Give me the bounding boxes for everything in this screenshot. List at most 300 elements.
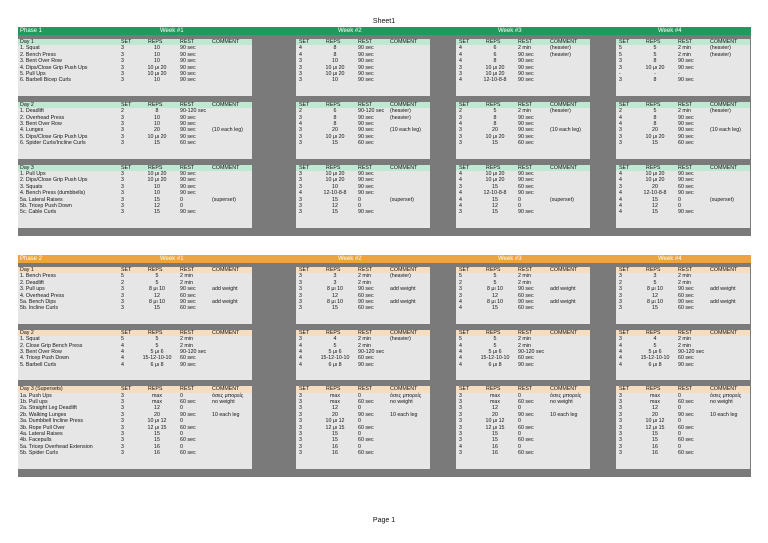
set-cell: 3 (299, 71, 302, 77)
exercise-name: 2a. Straight Leg Deadlift (20, 405, 77, 412)
exercise-name: 4b. Facepulls (20, 437, 52, 444)
data-row (296, 209, 430, 215)
set-cell: 3 (619, 58, 622, 65)
set-cell: 4 (299, 348, 302, 355)
reps-cell: 15 (154, 430, 160, 437)
comment-cell: όσες μπορείς (212, 392, 244, 399)
rest-cell: 0 (678, 430, 681, 437)
rest-cell: 90 sec (518, 77, 534, 84)
set-cell: 3 (619, 411, 622, 418)
column-header: COMMENT (710, 329, 738, 336)
set-cell: 5 (121, 273, 124, 280)
reps-cell: 15 (154, 305, 160, 312)
rest-cell: 0 (518, 196, 521, 203)
comment-cell: (superset) (390, 196, 414, 203)
week-block (616, 386, 750, 468)
set-cell: 4 (619, 196, 622, 203)
rest-cell: 60 sec (358, 292, 374, 299)
rest-cell: 2 min (678, 108, 691, 115)
data-row (296, 362, 430, 368)
column-header: REST (678, 101, 693, 108)
reps-cell: 5 (653, 342, 657, 349)
reps-cell: 8 (653, 77, 657, 84)
comment-cell: 10 each leg (710, 411, 738, 418)
set-cell: 3 (299, 299, 302, 305)
reps-cell: 10 μι 20 (325, 133, 345, 140)
set-cell: 3 (619, 437, 622, 444)
rest-cell: 60 sec (358, 355, 374, 362)
rest-cell: 90 sec (358, 114, 374, 121)
column-header: SET (619, 267, 630, 273)
reps-cell: 12 (652, 405, 658, 412)
set-cell: 3 (121, 398, 124, 405)
day-names (18, 386, 116, 468)
rest-cell: 90 sec (180, 177, 196, 184)
set-cell: 3 (299, 133, 302, 140)
rest-cell: 0 (518, 443, 521, 450)
column-header: SET (299, 39, 310, 45)
rest-cell: 60 sec (678, 183, 694, 190)
reps-cell: 15 (492, 430, 498, 437)
column-header: SET (299, 329, 310, 336)
week-label: Week #4 (658, 28, 682, 34)
column-header: REPS (326, 164, 341, 171)
day-names (18, 330, 116, 380)
reps-cell: 8 (333, 51, 337, 58)
reps-cell: 15 (154, 196, 160, 203)
exercise-row (18, 77, 116, 83)
reps-cell: 12-10-8-8 (323, 190, 347, 197)
data-row (456, 77, 590, 83)
data-row (296, 140, 430, 146)
comment-cell: (heavier) (390, 273, 411, 280)
week-block (616, 165, 750, 228)
rest-cell: 2 min (518, 342, 531, 349)
reps-cell: 15 (332, 209, 338, 216)
column-header: SET (619, 386, 630, 393)
set-cell: 4 (619, 190, 622, 197)
reps-cell: 12 μι 15 (325, 424, 345, 431)
rest-cell: 60 sec (678, 292, 694, 299)
set-cell: 3 (619, 418, 622, 425)
reps-cell: 5 (493, 336, 497, 343)
set-cell: 3 (299, 183, 302, 190)
column-header: REPS (326, 101, 341, 108)
reps-cell: 8 μι 10 (646, 299, 663, 305)
set-cell: 2 (619, 279, 622, 286)
set-cell: 3 (299, 177, 302, 184)
set-cell: 5 (619, 51, 622, 58)
rest-cell: 90 sec (358, 411, 374, 418)
reps-cell: 16 (652, 443, 658, 450)
rest-cell: 90 sec (678, 58, 694, 65)
set-cell: 3 (619, 450, 622, 457)
reps-cell: 15-12-10-10 (142, 355, 172, 362)
reps-cell: 10 (154, 51, 160, 58)
exercise-row (18, 140, 116, 146)
set-cell: 3 (121, 58, 124, 65)
set-cell: 3 (121, 392, 124, 399)
column-header: COMMENT (710, 164, 738, 171)
column-header: REPS (148, 329, 163, 336)
day-names (18, 39, 116, 96)
reps-cell: 16 (332, 443, 338, 450)
week-label: Week #2 (338, 28, 362, 34)
rest-cell: 2 min (358, 273, 371, 280)
column-header: REPS (486, 39, 501, 45)
comment-cell: (superset) (212, 196, 236, 203)
reps-cell: 15 (332, 437, 338, 444)
rest-cell: 2 min (518, 279, 531, 286)
set-cell: 3 (121, 77, 124, 84)
rest-cell: 2 min (358, 342, 371, 349)
column-header: REST (678, 386, 693, 393)
rest-cell: 0 (180, 418, 183, 425)
reps-cell: 10 (332, 58, 338, 65)
rest-cell: 0 (518, 392, 521, 399)
exercise-name: 6. Spider Curls/Incline Curls (20, 140, 86, 147)
set-cell: 4 (459, 305, 462, 312)
set-cell: 3 (299, 405, 302, 412)
rest-cell: 90 sec (358, 190, 374, 197)
rest-cell: 90-120 sec (358, 348, 385, 355)
data-row (116, 450, 252, 456)
rest-cell: 60 sec (518, 437, 534, 444)
day-names (18, 267, 116, 324)
column-header: REPS (646, 164, 661, 171)
exercise-row (18, 450, 116, 456)
day-title: Day 3 (Supersets) (20, 386, 63, 393)
column-header: REPS (646, 39, 661, 45)
reps-cell: 10 (154, 183, 160, 190)
reps-cell: 15 (154, 209, 160, 216)
reps-cell: 12 (154, 405, 160, 412)
set-cell: 3 (619, 140, 622, 147)
exercise-name: 5b. Incline Curls (20, 305, 58, 312)
set-cell: 3 (121, 418, 124, 425)
rest-cell: 60 sec (180, 355, 196, 362)
column-header: SET (299, 101, 310, 108)
rest-cell: 90 sec (678, 77, 694, 84)
column-header: REPS (486, 101, 501, 108)
column-header: REST (358, 39, 373, 45)
reps-cell: 10 μι 12 (325, 418, 345, 425)
set-cell: 3 (121, 196, 124, 203)
reps-cell: 15 (652, 209, 658, 216)
rest-cell: 60 sec (180, 305, 196, 312)
reps-cell: 12 (492, 405, 498, 412)
column-header: SET (619, 39, 630, 45)
comment-cell: no weight (710, 398, 733, 405)
rest-cell: 90 sec (518, 133, 534, 140)
comment-cell: no weight (212, 398, 235, 405)
exercise-name: 4. Lunges (20, 127, 44, 134)
rest-cell: 2 min (678, 279, 691, 286)
week-block (116, 330, 252, 380)
comment-cell: add weight (212, 286, 238, 293)
data-row (296, 450, 430, 456)
column-header: REST (180, 164, 195, 171)
comment-cell: 10 each leg (390, 411, 418, 418)
rest-cell: 90 sec (180, 209, 196, 216)
column-header: REPS (148, 101, 163, 108)
rest-cell: 90 sec (518, 299, 534, 305)
column-header: SET (121, 329, 132, 336)
comment-cell: no weight (390, 398, 413, 405)
column-header: REPS (326, 267, 341, 273)
reps-cell: 10 (154, 58, 160, 65)
set-cell: 3 (299, 450, 302, 457)
set-cell: 3 (619, 336, 622, 343)
set-cell: 2 (619, 108, 622, 115)
data-row (616, 140, 750, 146)
exercise-name: 3a. Dumbbell Incline Press (20, 418, 84, 425)
set-cell: 3 (619, 424, 622, 431)
rest-cell: 90 sec (678, 120, 694, 127)
column-header: COMMENT (212, 267, 240, 273)
set-cell: 4 (459, 202, 462, 209)
week-block (296, 267, 430, 324)
set-cell: 3 (121, 114, 124, 121)
rest-cell: 90 sec (180, 299, 196, 305)
reps-cell: 8 (493, 120, 497, 127)
reps-cell: 20 (492, 411, 498, 418)
set-cell: 3 (299, 418, 302, 425)
set-cell: 4 (619, 342, 622, 349)
reps-cell: 12 (154, 292, 160, 299)
reps-cell: 10 (332, 183, 338, 190)
data-row (616, 450, 750, 456)
rest-cell: 90 sec (358, 170, 374, 177)
reps-cell: 15 (332, 140, 338, 147)
reps-cell: 20 (652, 183, 658, 190)
set-cell: 4 (121, 348, 124, 355)
rest-cell: 0 (358, 443, 361, 450)
reps-cell: 16 (154, 450, 160, 457)
set-cell: 4 (619, 177, 622, 184)
set-cell: 3 (459, 398, 462, 405)
rest-cell: 60 sec (358, 398, 374, 405)
reps-cell: 6 μι 8 (328, 361, 342, 368)
column-header: REPS (486, 267, 501, 273)
reps-cell: 15 (492, 437, 498, 444)
reps-cell: 10 μι 20 (325, 71, 345, 77)
column-header: REST (518, 39, 533, 45)
reps-cell: 10 (332, 77, 338, 84)
rest-cell: 60 sec (518, 292, 534, 299)
week-block (116, 165, 252, 228)
set-cell: 3 (459, 286, 462, 293)
set-cell: 3 (121, 443, 124, 450)
comment-cell: (heavier) (710, 51, 731, 58)
reps-cell: 10 (154, 114, 160, 121)
set-cell: 3 (299, 77, 302, 84)
rest-cell: 90 sec (678, 133, 694, 140)
reps-cell: 5 (155, 342, 159, 349)
week-block (296, 165, 430, 228)
set-cell: 3 (121, 64, 124, 71)
exercise-name: 3b. Rope Pull Over (20, 424, 65, 431)
reps-cell: 8 (653, 120, 657, 127)
data-row (456, 305, 590, 311)
set-cell: 4 (459, 299, 462, 305)
column-header: REST (518, 164, 533, 171)
rest-cell: 2 min (358, 336, 371, 343)
week-block (456, 102, 590, 159)
reps-cell: 15-12-10-10 (640, 355, 670, 362)
rest-cell: 2 min (678, 51, 691, 58)
set-cell: 3 (299, 273, 302, 280)
rest-cell: 90 sec (518, 58, 534, 65)
rest-cell: 90 sec (358, 77, 374, 84)
column-header: COMMENT (550, 386, 578, 393)
exercise-name: 5. Pull Ups (20, 71, 46, 77)
reps-cell: 15 (652, 437, 658, 444)
column-header: SET (121, 101, 132, 108)
set-cell: 3 (619, 430, 622, 437)
exercise-row (18, 362, 116, 368)
set-cell: 3 (299, 336, 302, 343)
day-title: Day 1 (20, 39, 34, 45)
column-header: REST (518, 386, 533, 393)
reps-cell: 8 μι 10 (646, 286, 663, 293)
exercise-name: 5b. Tricep Push Down (20, 202, 72, 209)
day-title: Day 1 (20, 267, 34, 273)
column-header: COMMENT (550, 39, 578, 45)
rest-cell: 0 (358, 202, 361, 209)
column-header: SET (619, 164, 630, 171)
set-cell: 3 (299, 202, 302, 209)
reps-cell: 5 (155, 279, 159, 286)
rest-cell: 60 sec (678, 355, 694, 362)
reps-cell: 10 (154, 45, 160, 52)
exercise-name: 1. Deadlift (20, 108, 44, 115)
set-cell: 4 (459, 342, 462, 349)
reps-cell: 5 (155, 273, 159, 280)
rest-cell: 90 sec (518, 127, 534, 134)
reps-cell: 3 (333, 273, 337, 280)
exercise-name: 2. Deadlift (20, 279, 44, 286)
set-cell: 4 (459, 355, 462, 362)
exercise-name: 2. Dips/Close Grip Push Ups (20, 177, 88, 184)
set-cell: 5 (459, 273, 462, 280)
rest-cell: 90 sec (180, 286, 196, 293)
reps-cell: 10 μι 20 (485, 170, 505, 177)
column-header: REPS (326, 39, 341, 45)
set-cell: 4 (459, 45, 462, 52)
reps-cell: 10 μι 20 (325, 64, 345, 71)
data-row (616, 77, 750, 83)
comment-cell: (10 each leg) (212, 127, 243, 134)
rest-cell: 0 (678, 392, 681, 399)
rest-cell: 0 (358, 196, 361, 203)
column-header: SET (459, 267, 470, 273)
data-row (616, 209, 750, 215)
set-cell: 4 (619, 202, 622, 209)
set-cell: 4 (121, 355, 124, 362)
rest-cell: 90 sec (518, 361, 534, 368)
column-header: COMMENT (710, 101, 738, 108)
set-cell: 3 (299, 398, 302, 405)
rest-cell: 90 sec (358, 133, 374, 140)
reps-cell: 10 μι 20 (325, 177, 345, 184)
comment-cell: (heavier) (550, 45, 571, 52)
set-cell: 2 (299, 108, 302, 115)
rest-cell: 2 min (518, 108, 531, 115)
column-header: REPS (486, 329, 501, 336)
comment-cell: (heavier) (550, 108, 571, 115)
set-cell: 4 (459, 361, 462, 368)
set-cell: 3 (121, 120, 124, 127)
exercise-name: 5a. Lateral Raises (20, 196, 63, 203)
reps-cell: 10 μι 20 (645, 133, 665, 140)
exercise-name: 4. Tricep Push Down (20, 355, 69, 362)
set-cell: 5 (619, 45, 622, 52)
rest-cell: 0 (518, 202, 521, 209)
set-cell: 4 (459, 196, 462, 203)
week-block (296, 102, 430, 159)
exercise-name: 1. Squat (20, 336, 40, 343)
column-header: REST (518, 267, 533, 273)
rest-cell: 0 (180, 202, 183, 209)
set-cell: 3 (459, 418, 462, 425)
rest-cell: 60 sec (180, 424, 196, 431)
set-cell: 4 (459, 58, 462, 65)
rest-cell: 60 sec (358, 437, 374, 444)
rest-cell: 60 sec (180, 292, 196, 299)
reps-cell: 12 (492, 292, 498, 299)
column-header: COMMENT (390, 386, 418, 393)
set-cell: 3 (619, 64, 622, 71)
reps-cell: 12-10-8-8 (643, 190, 667, 197)
reps-cell: 15 (652, 430, 658, 437)
column-header: REPS (646, 329, 661, 336)
reps-cell: 8 μι 10 (486, 299, 503, 305)
reps-cell: max (489, 392, 500, 399)
exercise-name: 6. Barbell Bicep Curls (20, 77, 71, 84)
rest-cell: 90 sec (358, 286, 374, 293)
set-cell: 2 (459, 279, 462, 286)
set-cell: 3 (299, 58, 302, 65)
set-cell: 3 (619, 299, 622, 305)
exercise-name: 1. Pull Ups (20, 170, 46, 177)
reps-cell: 12 (332, 405, 338, 412)
column-header: REST (518, 101, 533, 108)
column-header: REST (180, 101, 195, 108)
data-row (456, 362, 590, 368)
week-block (456, 165, 590, 228)
set-cell: 4 (459, 170, 462, 177)
rest-cell: 60 sec (358, 305, 374, 312)
exercise-name: 5b. Spider Curls (20, 450, 58, 457)
set-cell: 3 (619, 398, 622, 405)
rest-cell: 2 min (180, 279, 193, 286)
reps-cell: 5 (493, 273, 497, 280)
rest-cell: 90-120 sec (358, 108, 385, 115)
column-header: SET (121, 267, 132, 273)
rest-cell: 0 (180, 405, 183, 412)
column-header: COMMENT (212, 386, 240, 393)
reps-cell: 15-12-10-10 (480, 355, 510, 362)
reps-cell: 20 (332, 127, 338, 134)
week-block (116, 39, 252, 96)
reps-cell: 10 μι 20 (645, 64, 665, 71)
rest-cell: 0 (678, 202, 681, 209)
reps-cell: 15 (652, 305, 658, 312)
column-header: SET (121, 386, 132, 393)
reps-cell: 6 μι 8 (150, 361, 164, 368)
rest-cell: 0 (180, 430, 183, 437)
